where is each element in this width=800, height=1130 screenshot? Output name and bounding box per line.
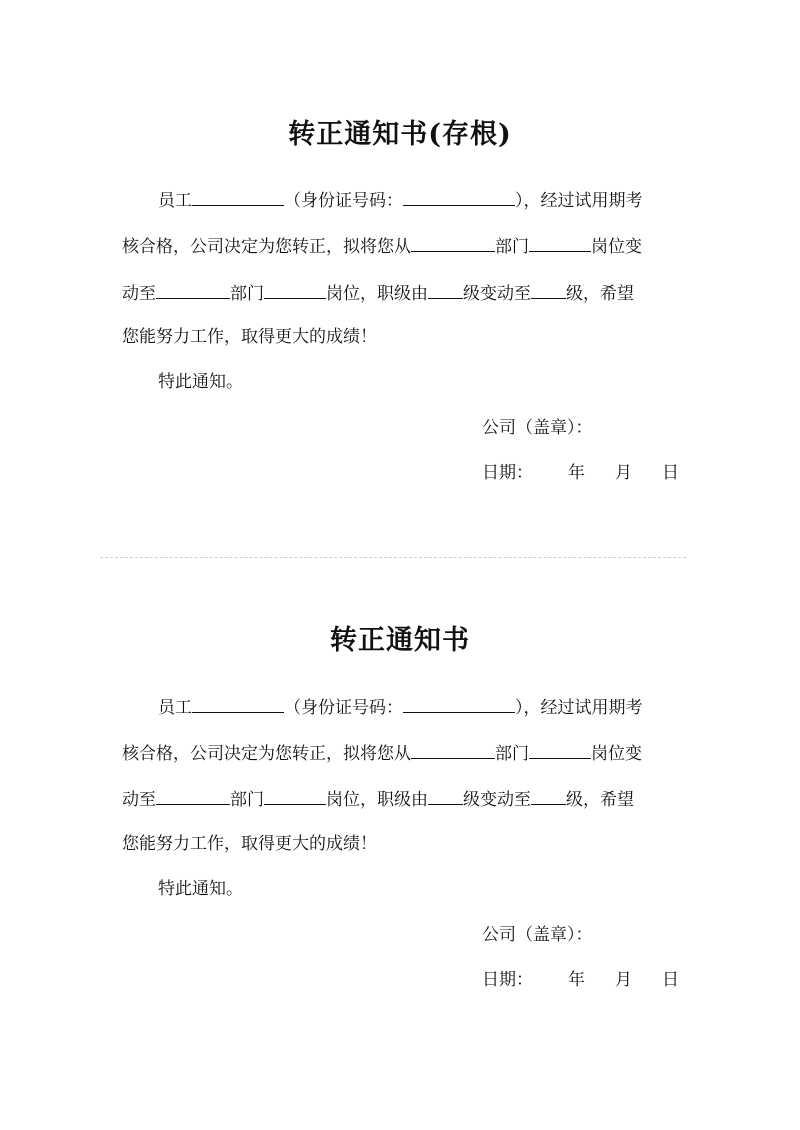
to-department-blank[interactable] (156, 788, 230, 805)
notice-text: 特此通知。 (158, 372, 243, 392)
employee-name-blank[interactable] (192, 696, 284, 713)
from-department-blank[interactable] (411, 235, 495, 252)
notice-text: 特此通知。 (158, 879, 243, 899)
from-grade-blank[interactable] (428, 788, 463, 805)
id-number-blank[interactable] (403, 696, 515, 713)
paragraph-line-4: 您能努力工作，取得更大的成绩！ (122, 834, 377, 854)
company-seal-label: 公司（盖章）： (482, 925, 593, 945)
employee-name-blank[interactable] (192, 189, 284, 206)
date-line: 日期： 年 月 日 (482, 463, 679, 483)
paragraph-line-4: 您能努力工作，取得更大的成绩！ (122, 327, 377, 347)
stub-title: 转正通知书(存根) (288, 119, 512, 150)
paragraph-line-3: 动至 部门 岗位，职级由 级变动至 级，希望 (122, 284, 634, 304)
paragraph-line-1: 员工 （身份证号码： ），经过试用期考 (158, 191, 643, 211)
from-position-blank[interactable] (529, 235, 591, 252)
from-department-blank[interactable] (411, 742, 495, 759)
paragraph-line-2: 核合格，公司决定为您转正，拟将您从 部门 岗位变 (122, 237, 642, 257)
date-line: 日期： 年 月 日 (482, 970, 679, 990)
notice-title: 转正通知书 (330, 625, 470, 656)
from-grade-blank[interactable] (428, 282, 463, 299)
to-position-blank[interactable] (264, 788, 326, 805)
to-department-blank[interactable] (156, 282, 230, 299)
company-seal-label: 公司（盖章）： (482, 418, 593, 438)
paragraph-line-3: 动至 部门 岗位，职级由 级变动至 级，希望 (122, 790, 634, 810)
cut-line-divider (100, 557, 686, 558)
paragraph-line-2: 核合格，公司决定为您转正，拟将您从 部门 岗位变 (122, 744, 642, 764)
paragraph-line-1: 员工 （身份证号码： ），经过试用期考 (158, 698, 643, 718)
id-number-blank[interactable] (403, 189, 515, 206)
to-grade-blank[interactable] (531, 788, 566, 805)
to-position-blank[interactable] (264, 282, 326, 299)
to-grade-blank[interactable] (531, 282, 566, 299)
from-position-blank[interactable] (529, 742, 591, 759)
